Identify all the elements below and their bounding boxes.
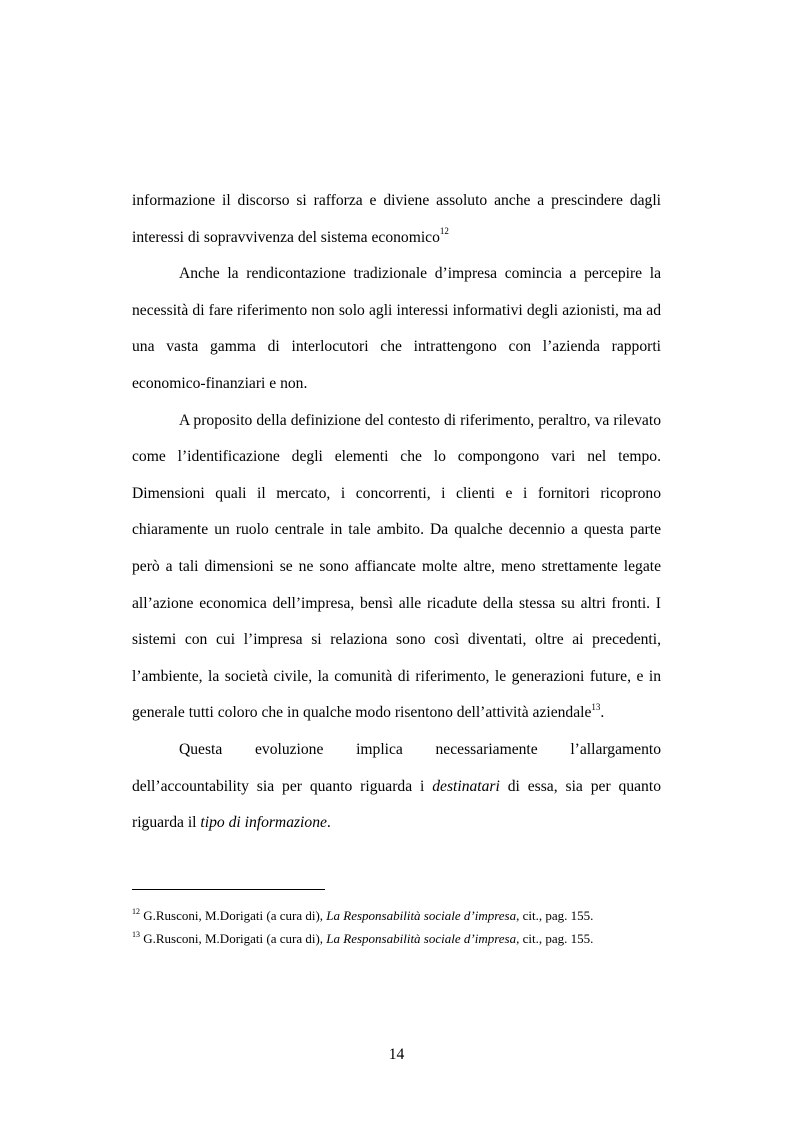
text-run: G.Rusconi, M.Dorigati (a cura di),	[140, 908, 327, 923]
page-number: 14	[388, 1046, 405, 1063]
footnote-separator	[132, 889, 325, 890]
paragraph-1	[132, 183, 661, 256]
text-run: .	[326, 814, 331, 832]
footnotes	[132, 904, 692, 950]
footnote-ref: 12	[132, 906, 140, 916]
paragraph-2	[132, 256, 661, 402]
emphasis-text: La Responsabilità sociale d’impresa	[326, 931, 517, 946]
text-run: Anche la rendicontazione tradizionale d’impresa comincia a percepire la necessità di fare riferimento non solo agli interessi informativi degli azionisti, ma ad una vasta gamma di interlocutori che intrattengono con l’azienda rapporti economico-finanziari e non.	[132, 265, 661, 392]
text-run: Questa evoluzione implica necessariamente l’allargamento dell’accountability sia per quanto riguarda i	[132, 740, 661, 795]
body-text	[132, 183, 661, 842]
text-run: di essa, sia per quanto riguarda il	[132, 777, 661, 832]
footnote-ref: 13	[132, 929, 140, 939]
text-run: , cit., pag. 155.	[516, 908, 594, 923]
text-run: informazione il discorso si rafforza e diviene assoluto anche a prescindere dagli interessi di sopravvivenza del sistema economico	[132, 192, 661, 246]
emphasis-text: La Responsabilità sociale d’impresa	[326, 908, 517, 923]
paragraph-4	[132, 732, 661, 842]
emphasis-text: destinatari	[432, 777, 500, 795]
text-run: , cit., pag. 155.	[516, 931, 594, 946]
text-run: G.Rusconi, M.Dorigati (a cura di),	[140, 931, 327, 946]
footnote-12	[132, 904, 692, 927]
footnote-13	[132, 927, 692, 950]
text-run: .	[600, 704, 605, 722]
footnote-ref: 13	[591, 702, 601, 713]
emphasis-text: tipo di informazione	[200, 814, 327, 832]
paragraph-3	[132, 403, 661, 732]
text-run: A proposito della definizione del contesto di riferimento, peraltro, va rilevato come l’identificazione degli elementi che lo compongono vari nel tempo. Dimensioni quali il mercato, i concorrenti, i clienti e i fornitori ricoprono chiaramente un ruolo centrale in tale ambito. Da qualche decennio a questa parte però a tali dimensioni se ne sono affiancate molte altre, meno strettamente legate all’azione economica dell’impresa, bensì alle ricadute della stessa su altri fronti. I sistemi con cui l’impresa si relaziona sono così diventati, oltre ai precedenti, l’ambiente, la società civile, la comunità di riferimento, le generazioni future, e in generale tutti coloro che in qualche modo risentono dell’attività aziendale	[132, 411, 661, 722]
footnote-ref: 12	[439, 226, 449, 237]
